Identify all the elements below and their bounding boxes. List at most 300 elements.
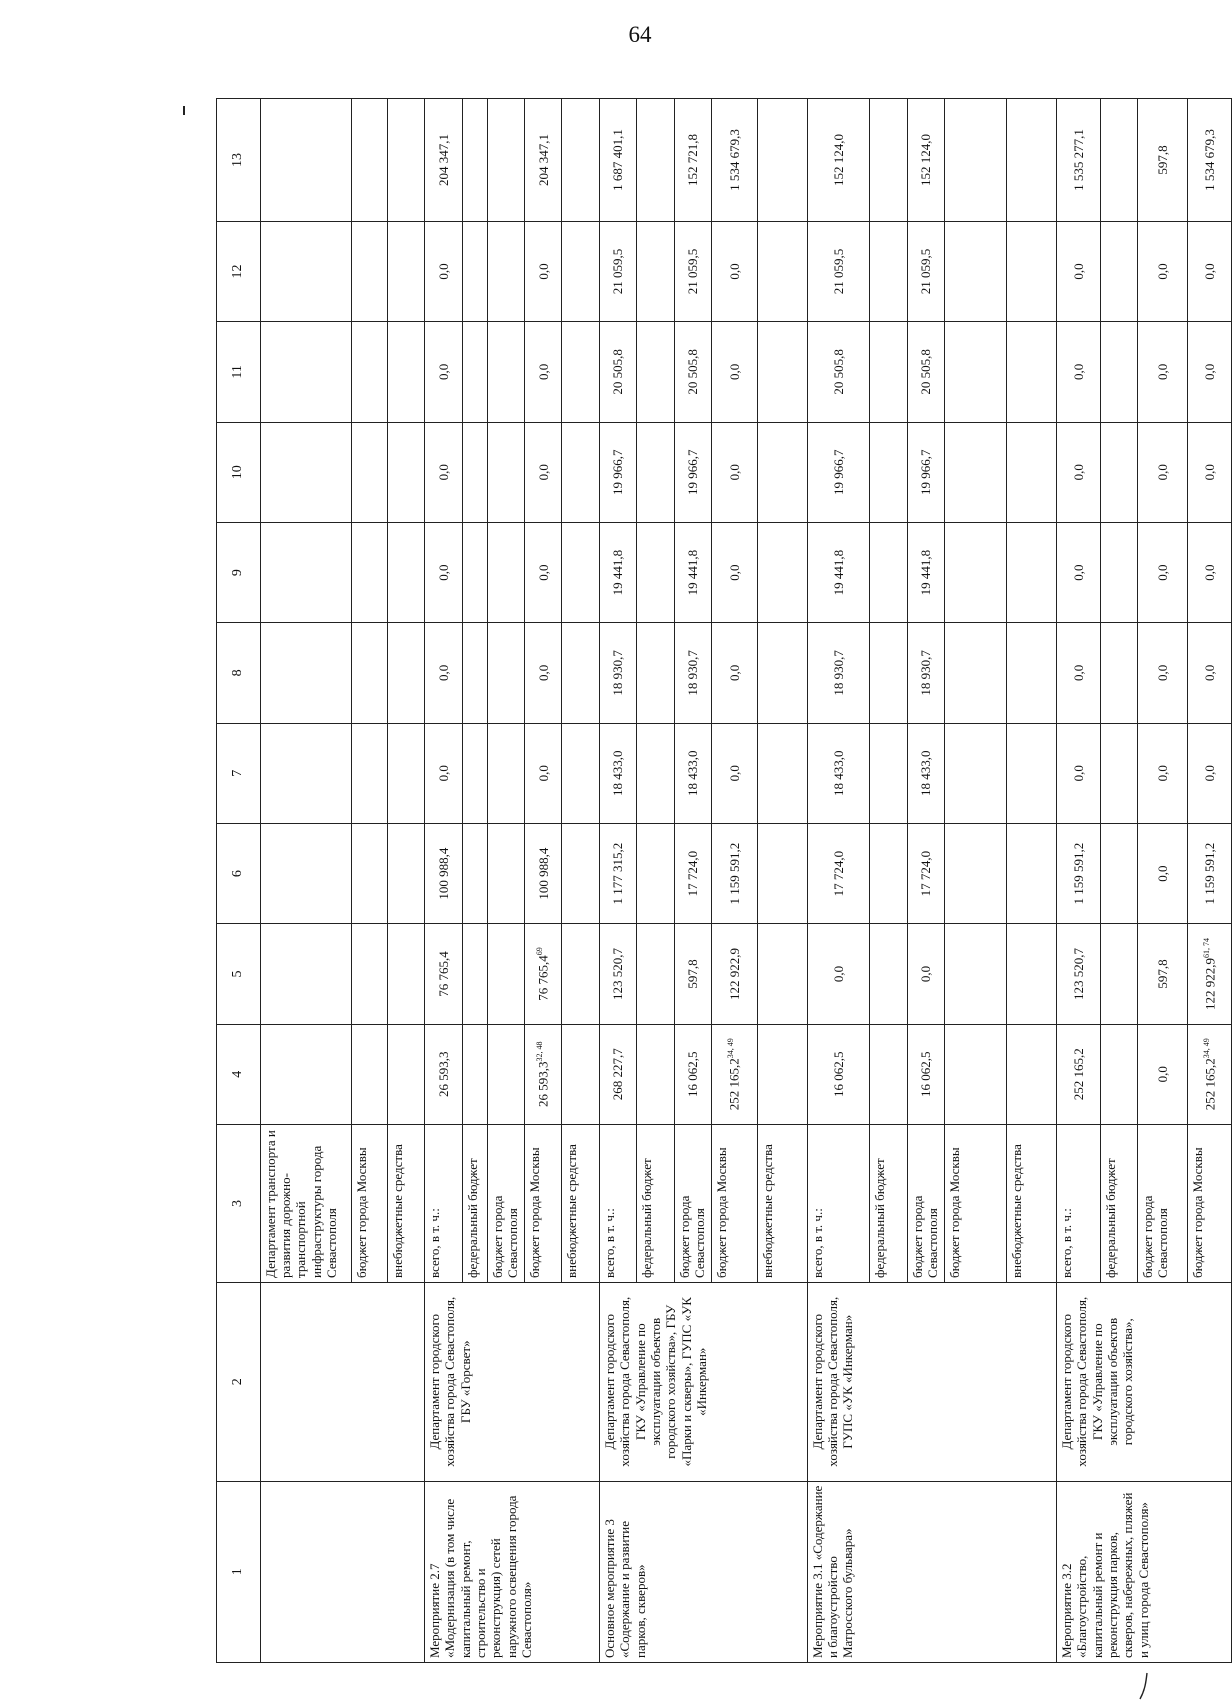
value-cell bbox=[387, 322, 424, 422]
value-cell bbox=[1188, 99, 1232, 222]
value-text: 21 059,5 bbox=[917, 248, 933, 295]
value-text: 18 930,7 bbox=[685, 650, 701, 696]
value-text: 0,0 bbox=[726, 363, 742, 380]
value-text: 76 765,4 bbox=[435, 951, 451, 997]
measure-name-cell bbox=[260, 1481, 424, 1662]
value-cell bbox=[260, 1024, 352, 1124]
value-cell bbox=[524, 422, 561, 522]
funding-source-cell: всего, в т. ч.: bbox=[425, 1124, 462, 1282]
value-text: 0,0 bbox=[830, 965, 846, 983]
value-cell bbox=[1057, 1024, 1101, 1124]
value-text: 122 922,9 bbox=[1202, 957, 1218, 1010]
value-cell bbox=[352, 99, 387, 222]
value-text: 19 441,8 bbox=[610, 549, 626, 596]
value-cell bbox=[944, 322, 1006, 422]
value-cell bbox=[562, 623, 599, 723]
executor-cell: Департамент городского хозяйства города Севастополя, ГБУ «Горсвет» bbox=[425, 1282, 600, 1481]
value-cell bbox=[870, 723, 907, 823]
value-cell bbox=[1100, 723, 1137, 823]
value-cell bbox=[462, 322, 487, 422]
value-cell bbox=[352, 221, 387, 321]
value-text: 204 347,1 bbox=[535, 133, 551, 186]
value-cell bbox=[674, 723, 711, 823]
table-row bbox=[599, 99, 636, 1663]
value-cell bbox=[487, 723, 524, 823]
value-text: 597,8 bbox=[1154, 145, 1170, 175]
value-text: 100 988,4 bbox=[435, 847, 451, 900]
value-cell bbox=[1007, 823, 1057, 923]
value-text: 0,0 bbox=[1070, 263, 1086, 280]
value-text: 0,0 bbox=[1070, 464, 1086, 481]
value-text: 0,0 bbox=[435, 564, 451, 581]
value-cell bbox=[944, 924, 1006, 1024]
value-cell bbox=[562, 322, 599, 422]
value-cell bbox=[487, 522, 524, 622]
value-cell bbox=[1057, 99, 1101, 222]
value-cell bbox=[352, 823, 387, 923]
header-cell: 1 bbox=[217, 1481, 261, 1662]
value-text: 0,0 bbox=[1154, 363, 1170, 380]
value-cell bbox=[462, 522, 487, 622]
value-text: 0,0 bbox=[535, 765, 551, 782]
value-cell bbox=[260, 924, 352, 1024]
value-cell bbox=[711, 924, 757, 1024]
value-cell bbox=[807, 99, 869, 222]
value-cell bbox=[637, 522, 674, 622]
header-cell: 10 bbox=[217, 422, 261, 522]
value-cell bbox=[907, 1024, 944, 1124]
value-text: 0,0 bbox=[1154, 1066, 1170, 1083]
value-cell bbox=[1138, 924, 1188, 1024]
funding-source-cell: федеральный бюджет bbox=[462, 1124, 487, 1282]
value-cell bbox=[524, 924, 561, 1024]
value-cell bbox=[807, 623, 869, 723]
value-cell bbox=[1100, 422, 1137, 522]
value-cell bbox=[757, 322, 807, 422]
value-cell bbox=[870, 99, 907, 222]
value-cell bbox=[637, 823, 674, 923]
value-text: 0,0 bbox=[535, 263, 551, 280]
value-cell bbox=[1007, 522, 1057, 622]
executor-cell: Департамент городского хозяйства города Севастополя, ГКУ «Управление по эксплуатации объектов городского хозяйства», ГБУ «Парки и скверы», ГУПС «УК «Инкерман» bbox=[599, 1282, 807, 1481]
funding-source-cell: всего, в т. ч.: bbox=[1057, 1124, 1101, 1282]
value-text: 0,0 bbox=[435, 664, 451, 682]
stray-mark bbox=[183, 106, 185, 115]
value-cell bbox=[387, 522, 424, 622]
value-cell bbox=[1188, 823, 1232, 923]
funding-source-cell: внебюджетные средства bbox=[1007, 1124, 1057, 1282]
value-text: 0,0 bbox=[435, 363, 451, 380]
value-cell bbox=[462, 422, 487, 522]
footnote-ref: 34, 49 bbox=[1201, 1038, 1211, 1059]
value-text: 19 441,8 bbox=[685, 549, 701, 596]
funding-source-cell: федеральный бюджет bbox=[1100, 1124, 1137, 1282]
value-cell bbox=[1188, 422, 1232, 522]
funding-source-cell: бюджет города Москвы bbox=[944, 1124, 1006, 1282]
value-cell bbox=[462, 99, 487, 222]
value-cell bbox=[524, 99, 561, 222]
value-text: 19 966,7 bbox=[685, 449, 701, 495]
value-text: 0,0 bbox=[726, 263, 742, 280]
value-cell bbox=[487, 1024, 524, 1124]
value-cell bbox=[674, 522, 711, 622]
value-text: 0,0 bbox=[726, 664, 742, 682]
value-text: 0,0 bbox=[435, 765, 451, 782]
value-text: 16 062,5 bbox=[685, 1051, 701, 1098]
value-cell bbox=[674, 1024, 711, 1124]
value-text: 0,0 bbox=[1154, 865, 1170, 882]
header-cell: 6 bbox=[217, 823, 261, 923]
table-row bbox=[807, 99, 869, 1663]
value-cell bbox=[599, 221, 636, 321]
value-cell bbox=[260, 322, 352, 422]
value-cell bbox=[1138, 99, 1188, 222]
value-cell bbox=[807, 322, 869, 422]
value-text: 0,0 bbox=[1201, 664, 1217, 682]
funding-source-cell: бюджет города Москвы bbox=[352, 1124, 387, 1282]
funding-source-cell: бюджет города Москвы bbox=[1188, 1124, 1232, 1282]
value-text: 0,0 bbox=[1201, 765, 1217, 782]
value-cell bbox=[260, 522, 352, 622]
value-cell bbox=[487, 99, 524, 222]
header-row bbox=[217, 99, 261, 1663]
value-cell bbox=[907, 623, 944, 723]
value-text: 18 433,0 bbox=[610, 750, 626, 796]
value-text: 21 059,5 bbox=[610, 248, 626, 295]
value-cell bbox=[425, 221, 462, 321]
value-cell bbox=[352, 623, 387, 723]
value-text: 597,8 bbox=[685, 959, 701, 989]
value-cell bbox=[599, 924, 636, 1024]
table-row bbox=[260, 99, 352, 1663]
value-cell bbox=[425, 522, 462, 622]
value-text: 1 159 591,2 bbox=[1070, 842, 1086, 905]
measure-name-cell: Мероприятие 3.2 «Благоустройство, капитальный ремонт и реконструкция парков, скверов, набережных, пляжей и улиц города Севастополя» bbox=[1057, 1481, 1232, 1662]
value-cell bbox=[425, 623, 462, 723]
value-cell bbox=[1057, 823, 1101, 923]
value-cell bbox=[1188, 221, 1232, 321]
value-text: 18 433,0 bbox=[917, 750, 933, 796]
value-text: 0,0 bbox=[1154, 564, 1170, 581]
header-cell: 5 bbox=[217, 924, 261, 1024]
table-row bbox=[425, 99, 462, 1663]
footnote-ref: 69 bbox=[535, 947, 545, 956]
value-cell bbox=[1100, 322, 1137, 422]
value-cell bbox=[807, 723, 869, 823]
value-cell bbox=[807, 522, 869, 622]
value-cell bbox=[462, 823, 487, 923]
value-text: 21 059,5 bbox=[830, 248, 846, 295]
header-cell: 13 bbox=[217, 99, 261, 222]
value-cell bbox=[637, 99, 674, 222]
value-text: 1 687 401,1 bbox=[610, 129, 626, 191]
value-text: 19 966,7 bbox=[830, 449, 846, 495]
value-cell bbox=[757, 723, 807, 823]
header-cell: 3 bbox=[217, 1124, 261, 1282]
value-cell bbox=[637, 221, 674, 321]
value-text: 18 930,7 bbox=[917, 650, 933, 696]
page-number: 64 bbox=[628, 22, 652, 47]
value-text: 0,0 bbox=[1070, 664, 1086, 682]
value-cell bbox=[757, 623, 807, 723]
value-cell bbox=[1188, 924, 1232, 1024]
executor-cell bbox=[260, 1282, 424, 1481]
value-cell bbox=[487, 823, 524, 923]
value-cell bbox=[907, 422, 944, 522]
value-cell bbox=[524, 221, 561, 321]
value-cell bbox=[562, 522, 599, 622]
value-cell bbox=[674, 322, 711, 422]
value-cell bbox=[425, 99, 462, 222]
value-cell bbox=[487, 924, 524, 1024]
funding-source-cell: внебюджетные средства bbox=[757, 1124, 807, 1282]
value-cell bbox=[387, 823, 424, 923]
measure-name-cell: Мероприятие 3.1 «Содержание и благоустройство Матросского бульвара» bbox=[807, 1481, 1056, 1662]
value-cell bbox=[599, 522, 636, 622]
value-text: 252 165,2 bbox=[726, 1058, 742, 1111]
value-cell bbox=[352, 422, 387, 522]
value-text: 0,0 bbox=[1070, 363, 1086, 380]
value-text: 19 966,7 bbox=[917, 449, 933, 495]
value-cell bbox=[711, 322, 757, 422]
value-cell bbox=[425, 422, 462, 522]
value-cell bbox=[387, 723, 424, 823]
value-cell bbox=[757, 924, 807, 1024]
value-cell bbox=[807, 221, 869, 321]
table-row bbox=[1057, 99, 1101, 1663]
value-cell bbox=[599, 723, 636, 823]
value-text: 0,0 bbox=[535, 664, 551, 682]
value-cell bbox=[1138, 322, 1188, 422]
value-cell bbox=[944, 823, 1006, 923]
value-cell bbox=[599, 623, 636, 723]
value-cell bbox=[757, 1024, 807, 1124]
value-cell bbox=[1188, 1024, 1232, 1124]
value-text: 20 505,8 bbox=[610, 349, 626, 395]
funding-source-cell: внебюджетные средства bbox=[387, 1124, 424, 1282]
value-text: 1 177 315,2 bbox=[610, 842, 626, 905]
value-cell bbox=[524, 823, 561, 923]
value-cell bbox=[1188, 322, 1232, 422]
value-cell bbox=[757, 221, 807, 321]
value-cell bbox=[1188, 623, 1232, 723]
value-text: 21 059,5 bbox=[685, 248, 701, 295]
value-text: 0,0 bbox=[1154, 765, 1170, 782]
funding-source-cell: бюджет города Севастополя bbox=[487, 1124, 524, 1282]
value-cell bbox=[870, 322, 907, 422]
value-cell bbox=[260, 723, 352, 823]
funding-source-cell: всего, в т. ч.: bbox=[807, 1124, 869, 1282]
value-text: 26 593,3 bbox=[435, 1051, 451, 1098]
value-text: 122 922,9 bbox=[726, 947, 742, 1000]
value-text: 204 347,1 bbox=[435, 133, 451, 186]
value-text: 20 505,8 bbox=[917, 349, 933, 395]
value-text: 0,0 bbox=[1201, 564, 1217, 581]
value-cell bbox=[907, 924, 944, 1024]
value-text: 0,0 bbox=[1201, 464, 1217, 481]
value-cell bbox=[562, 99, 599, 222]
header-cell: 12 bbox=[217, 221, 261, 321]
value-cell bbox=[524, 623, 561, 723]
value-cell bbox=[1100, 623, 1137, 723]
value-cell bbox=[487, 623, 524, 723]
value-cell bbox=[352, 322, 387, 422]
value-cell bbox=[1057, 623, 1101, 723]
value-cell bbox=[562, 422, 599, 522]
value-cell bbox=[807, 1024, 869, 1124]
value-cell bbox=[462, 623, 487, 723]
budget-table bbox=[216, 98, 1232, 1663]
value-cell bbox=[711, 422, 757, 522]
value-cell bbox=[487, 422, 524, 522]
value-cell bbox=[674, 221, 711, 321]
value-cell bbox=[907, 723, 944, 823]
value-cell bbox=[1188, 723, 1232, 823]
value-text: 0,0 bbox=[917, 965, 933, 983]
value-cell bbox=[487, 322, 524, 422]
header-cell: 11 bbox=[217, 322, 261, 422]
value-cell bbox=[907, 99, 944, 222]
value-text: 0,0 bbox=[1154, 664, 1170, 682]
value-cell bbox=[674, 422, 711, 522]
value-cell bbox=[425, 1024, 462, 1124]
value-cell bbox=[599, 99, 636, 222]
value-cell bbox=[637, 1024, 674, 1124]
value-cell bbox=[462, 723, 487, 823]
funding-source-cell: внебюджетные средства bbox=[562, 1124, 599, 1282]
footnote-ref: 32, 48 bbox=[535, 1041, 545, 1062]
value-text: 20 505,8 bbox=[685, 349, 701, 395]
value-cell bbox=[425, 322, 462, 422]
value-cell bbox=[1007, 422, 1057, 522]
value-text: 0,0 bbox=[535, 464, 551, 481]
value-cell bbox=[907, 221, 944, 321]
value-cell bbox=[1007, 221, 1057, 321]
value-cell bbox=[711, 99, 757, 222]
value-cell bbox=[944, 221, 1006, 321]
value-cell bbox=[1057, 322, 1101, 422]
value-cell bbox=[637, 723, 674, 823]
value-text: 0,0 bbox=[535, 564, 551, 581]
value-cell bbox=[711, 221, 757, 321]
value-cell bbox=[599, 823, 636, 923]
value-cell bbox=[524, 322, 561, 422]
value-cell bbox=[1007, 623, 1057, 723]
value-cell bbox=[674, 623, 711, 723]
value-text: 18 433,0 bbox=[830, 750, 846, 796]
value-cell bbox=[907, 522, 944, 622]
value-text: 20 505,8 bbox=[830, 349, 846, 395]
value-cell bbox=[870, 522, 907, 622]
value-text: 19 441,8 bbox=[917, 549, 933, 596]
value-cell bbox=[425, 823, 462, 923]
value-cell bbox=[674, 99, 711, 222]
value-text: 252 165,2 bbox=[1202, 1058, 1218, 1111]
value-text: 0,0 bbox=[1201, 263, 1217, 280]
value-text: 152 721,8 bbox=[685, 133, 701, 186]
value-cell bbox=[260, 623, 352, 723]
value-text: 0,0 bbox=[1070, 564, 1086, 581]
value-cell bbox=[352, 1024, 387, 1124]
measure-name-cell: Мероприятие 2.7 «Модернизация (в том числе капитальный ремонт, строительство и реконструкция) сетей наружного освещения города Севастополя» bbox=[425, 1481, 600, 1662]
value-cell bbox=[1100, 99, 1137, 222]
value-cell bbox=[387, 924, 424, 1024]
value-cell bbox=[870, 1024, 907, 1124]
value-cell bbox=[260, 823, 352, 923]
value-text: 0,0 bbox=[726, 765, 742, 782]
value-cell bbox=[1007, 924, 1057, 1024]
footnote-ref: 34, 49 bbox=[726, 1038, 736, 1059]
value-cell bbox=[807, 924, 869, 1024]
value-cell bbox=[944, 99, 1006, 222]
footnote-ref: 61, 74 bbox=[1201, 937, 1211, 958]
value-cell bbox=[944, 522, 1006, 622]
value-cell bbox=[1138, 623, 1188, 723]
value-cell bbox=[562, 1024, 599, 1124]
value-cell bbox=[907, 322, 944, 422]
value-cell bbox=[807, 422, 869, 522]
value-cell bbox=[1007, 322, 1057, 422]
value-text: 0,0 bbox=[1154, 263, 1170, 280]
funding-source-cell: бюджет города Севастополя bbox=[907, 1124, 944, 1282]
value-cell bbox=[637, 422, 674, 522]
value-text: 1 159 591,2 bbox=[1201, 842, 1217, 905]
value-cell bbox=[1100, 1024, 1137, 1124]
header-cell: 4 bbox=[217, 1024, 261, 1124]
value-text: 0,0 bbox=[1154, 464, 1170, 481]
value-text: 1 534 679,3 bbox=[726, 129, 742, 191]
value-cell bbox=[944, 623, 1006, 723]
value-cell bbox=[1138, 723, 1188, 823]
value-text: 152 124,0 bbox=[830, 133, 846, 186]
value-cell bbox=[1138, 823, 1188, 923]
value-cell bbox=[1007, 723, 1057, 823]
value-cell bbox=[944, 422, 1006, 522]
value-text: 19 441,8 bbox=[830, 549, 846, 596]
value-cell bbox=[425, 924, 462, 1024]
value-text: 18 930,7 bbox=[830, 650, 846, 696]
value-cell bbox=[674, 924, 711, 1024]
value-text: 1 534 679,3 bbox=[1201, 129, 1217, 191]
value-cell bbox=[1138, 1024, 1188, 1124]
value-cell bbox=[711, 623, 757, 723]
header-cell: 8 bbox=[217, 623, 261, 723]
value-text: 17 724,0 bbox=[685, 850, 701, 897]
value-text: 0,0 bbox=[535, 363, 551, 380]
value-cell bbox=[870, 924, 907, 1024]
value-cell bbox=[387, 99, 424, 222]
value-cell bbox=[870, 823, 907, 923]
value-cell bbox=[1057, 924, 1101, 1024]
value-cell bbox=[944, 723, 1006, 823]
funding-source-cell: Департамент транспорта и развития дорожно-транспортной инфраструктуры города Севастополя bbox=[260, 1124, 352, 1282]
value-text: 0,0 bbox=[435, 464, 451, 481]
pen-mark bbox=[1138, 1672, 1150, 1700]
header-cell: 2 bbox=[217, 1282, 261, 1481]
value-text: 1 159 591,2 bbox=[726, 842, 742, 905]
value-cell bbox=[1100, 823, 1137, 923]
value-cell bbox=[599, 1024, 636, 1124]
value-cell bbox=[1057, 221, 1101, 321]
value-cell bbox=[462, 924, 487, 1024]
value-text: 19 966,7 bbox=[610, 449, 626, 495]
value-cell bbox=[524, 1024, 561, 1124]
header-cell: 9 bbox=[217, 522, 261, 622]
value-text: 26 593,3 bbox=[535, 1061, 551, 1108]
value-text: 0,0 bbox=[435, 263, 451, 280]
value-cell bbox=[562, 924, 599, 1024]
value-cell bbox=[870, 623, 907, 723]
